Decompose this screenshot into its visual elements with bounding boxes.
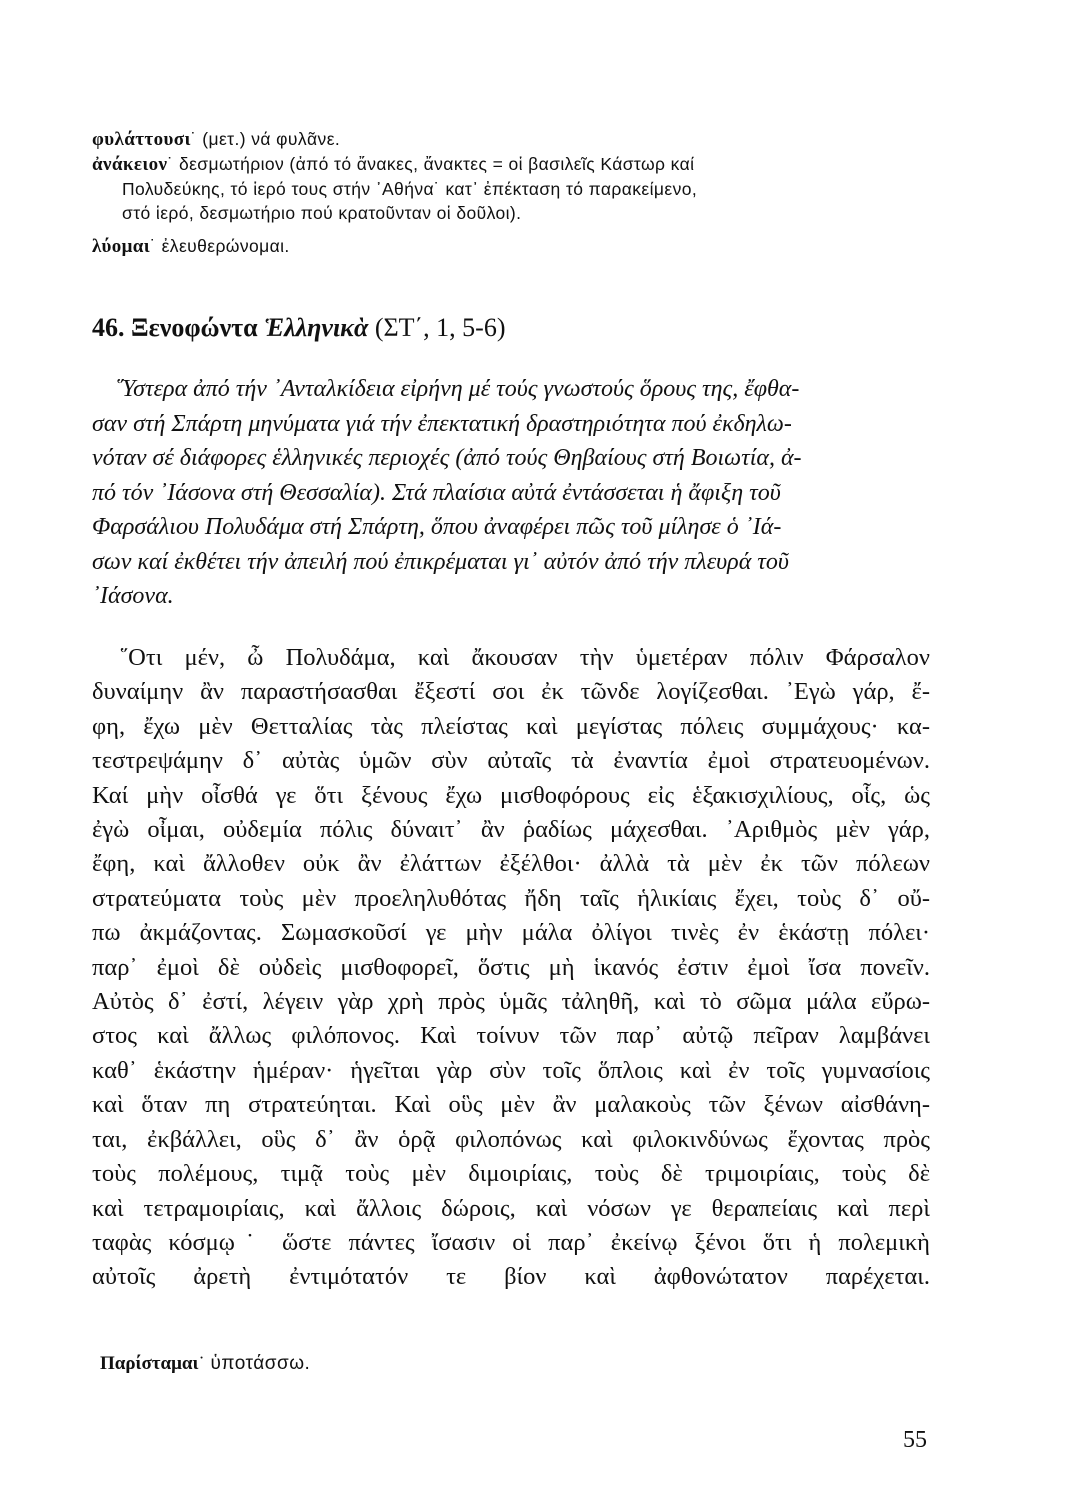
glossary-definition: ἐλευθερώνομαι. xyxy=(156,236,290,256)
page-number: 55 xyxy=(903,1427,927,1453)
section-heading xyxy=(92,312,506,344)
text-line: Φαρσάλιου Πολυδάμα στή Σπάρτη, ὅπου ἀναφέρει πῶς τοῦ μίλησε ὁ ᾿Ιά- xyxy=(92,514,782,540)
text-line: τοὺς πολέμους, τιμᾷ τοὺς μὲν διμοιρίαις, τοὺς δὲ τριμοιρίαις, τοὺς δὲ xyxy=(92,1160,930,1188)
text-line: αὐτοῖς ἀρετὴ ἐντιμότατόν τε βίον καὶ ἀφθονώτατον παρέχεται. xyxy=(92,1263,930,1291)
glossary-definition: (μετ.) νά φυλᾶνε. xyxy=(197,129,341,149)
text-line: ᾿Ιάσονα. xyxy=(92,583,174,609)
footnote xyxy=(100,1351,310,1377)
text-line: σων καί ἐκθέτει τήν ἀπειλή πού ἐπικρέμαται γι᾿ αὐτόν ἀπό τήν πλευρά τοῦ xyxy=(92,548,789,575)
section-author: Ξενοφώντα xyxy=(131,313,258,342)
text-line: παρ᾿ ἐμοὶ δὲ οὐδεὶς μισθοφορεῖ, ὅστις μὴ ἱκανός ἐστιν ἐμοὶ ἴσα πονεῖν. xyxy=(92,953,930,981)
text-line: καὶ τετραμοιρίαις, καὶ ἄλλοις δώροις, καὶ νόσων γε θεραπείαις καὶ περὶ xyxy=(92,1194,930,1222)
glossary-entry xyxy=(92,234,952,259)
text-line: ται, ἐκβάλλει, οὓς δ᾿ ἂν ὁρᾷ φιλοπόνως καὶ φιλοκινδύνως ἔχοντας πρὸς xyxy=(92,1125,930,1153)
glossary-definition: Πολυδεύκης, τό ἱερό τους στήν ᾿Αθήνα˙ κατ᾿ ἐπέκταση τό παρακείμενο, xyxy=(122,179,698,199)
footnote-definition: ὑποτάσσω. xyxy=(204,1353,311,1374)
text-line: δυναίμην ἂν παραστήσασθαι ἔξεστί σοι ἐκ τῶνδε λογίζεσθαι. ᾿Εγὼ γάρ, ἔ- xyxy=(92,678,930,706)
glossary-definition: στό ἱερό, δεσμωτήριο πού κρατοῦνταν οἱ δοῦλοι). xyxy=(122,203,522,223)
text-line: στρατεύματα τοὺς μὲν προεληλυθότας ἤδη ταῖς ἡλικίαις ἔχει, τοὺς δ᾿ οὔ- xyxy=(92,884,930,912)
text-line: Καί μὴν οἶσθά γε ὅτι ξένους ἔχω μισθοφόρους εἰς ἑξακισχιλίους, οἷς, ὡς xyxy=(92,781,930,809)
ancient-greek-passage xyxy=(92,641,930,1295)
text-line: πό τόν ᾿Ιάσονα στή Θεσσαλία). Στά πλαίσια αὐτά ἐντάσσεται ἡ ἄφιξη τοῦ xyxy=(92,479,781,506)
glossary-definition: δεσμωτήριον (ἀπό τό ἄνακες, ἄνακτες = οἱ βασιλεῖς Κάστωρ καί xyxy=(173,154,695,174)
glossary-entry xyxy=(92,127,952,152)
glossary-term: ἀνάκειον xyxy=(92,154,168,175)
glossary-term: φυλάττουσι xyxy=(92,129,191,150)
text-line: ἐγὼ οἶμαι, οὐδεμία πόλις δύναιτ᾿ ἂν ῥαδίως μάχεσθαι. ᾿Αριθμὸς μὲν γάρ, xyxy=(92,816,930,844)
text-line: στος καὶ ἄλλως φιλόπονος. Καὶ τοίνυν τῶν παρ᾿ αὐτῷ πεῖραν λαμβάνει xyxy=(92,1022,930,1050)
text-line: σαν στή Σπάρτη μηνύματα γιά τήν ἐπεκτατική δραστηριότητα πού ἐκδηλω- xyxy=(92,410,792,437)
footnote-term: Παρίσταμαι xyxy=(100,1353,199,1374)
text-line: φη, ἔχω μὲν Θετταλίας τὰς πλείστας καὶ μεγίστας πόλεις συμμάχους· κα- xyxy=(92,712,930,740)
text-line: νόταν σέ διάφορες ἑλληνικές περιοχές (ἀπό τούς Θηβαίους στή Βοιωτία, ἀ- xyxy=(92,445,802,471)
text-line: ῞Υστερα ἀπό τήν ᾿Ανταλκίδεια εἰρήνη μέ τούς γνωστούς ὅρους της, ἔφθα- xyxy=(114,376,800,402)
glossary-entry xyxy=(92,152,952,225)
text-line: ἔφη, καὶ ἄλλοθεν οὐκ ἂν ἐλάττων ἐξέλθοι· ἀλλὰ τὰ μὲν ἐκ τῶν πόλεων xyxy=(92,850,930,878)
glossary-separator: ˙ xyxy=(190,129,197,149)
text-line: καθ᾿ ἑκάστην ἡμέραν· ἡγεῖται γὰρ σὺν τοῖς ὅπλοις καὶ ἐν τοῖς γυμνασίοις xyxy=(92,1056,930,1084)
text-line: πω ἀκμάζοντας. Σωμασκοῦσί γε μὴν μάλα ὀλίγοι τινὲς ἐν ἑκάστῃ πόλει· xyxy=(92,919,930,947)
section-number: 46. xyxy=(92,313,125,342)
text-line: ταφὰς κόσμῳ˙ ὥστε πάντες ἴσασιν οἱ παρ᾿ ἐκείνῳ ξένοι ὅτι ἡ πολεμικὴ xyxy=(92,1228,930,1256)
section-work: Ἑλληνικὰ xyxy=(264,313,369,342)
glossary-separator: ˙ xyxy=(150,236,157,256)
text-line: Αὐτὸς δ᾿ ἐστί, λέγειν γὰρ χρὴ πρὸς ὑμᾶς τἀληθῆ, καὶ τὸ σῶμα μάλα εὔρω- xyxy=(92,988,930,1016)
text-line: καὶ ὅταν πη στρατεύηται. Καὶ οὓς μὲν ἂν μαλακοὺς τῶν ξένων αἰσθάνη- xyxy=(92,1091,930,1119)
text-line: τεστρεψάμην δ᾿ αὐτὰς ὑμῶν σὺν αὐταῖς τὰ ἐναντία ἐμοὶ στρατευομένων. xyxy=(92,747,930,775)
section-reference: (ΣΤ΄, 1, 5-6) xyxy=(374,313,506,342)
glossary-term: λύομαι xyxy=(92,236,151,257)
intro-paragraph xyxy=(92,372,926,614)
glossary-separator: ˙ xyxy=(167,154,174,174)
footnote-separator: ˙ xyxy=(198,1353,205,1374)
text-line: ῞Οτι μέν, ὦ Πολυδάμα, καὶ ἄκουσαν τὴν ὑμετέραν πόλιν Φάρσαλον xyxy=(120,644,930,671)
